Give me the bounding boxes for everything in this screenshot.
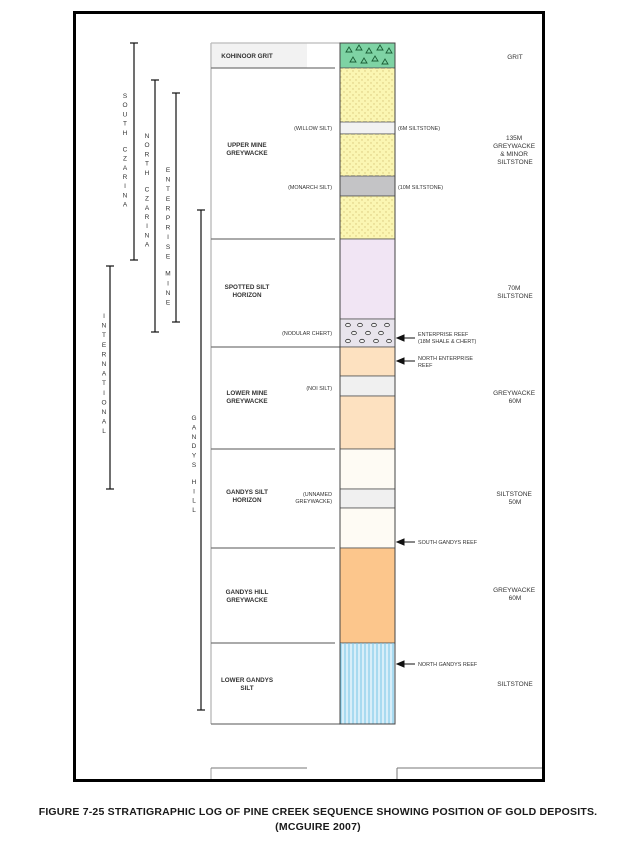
lower-gandys-lines — [340, 643, 395, 724]
mine-name-letter: N — [101, 361, 107, 368]
reef-label-north-enterprise-2: REEF — [418, 363, 433, 369]
figure-caption-line2: (MCGUIRE 2007) — [275, 821, 361, 833]
chert-nodule — [385, 323, 390, 326]
dot-overlay — [340, 134, 395, 176]
mine-name-letter: R — [122, 173, 128, 181]
mine-name-letter: R — [144, 151, 150, 159]
layer-lower-mine-greywacke-2 — [340, 396, 395, 449]
chert-nodule — [387, 339, 392, 342]
desc-line: SILTSTONE — [496, 491, 532, 498]
mine-name-letter: N — [101, 322, 107, 330]
dot-overlay — [340, 196, 395, 239]
desc-line: GREYWACKE — [493, 390, 536, 397]
mine-name-letter: O — [144, 142, 150, 150]
figure-caption-line1: FIGURE 7-25 STRATIGRAPHIC LOG OF PINE CREEK SEQUENCE SHOWING POSITION OF GOLD DEPOSITS. — [38, 806, 598, 818]
label-10m-siltstone: (10M SILTSTONE) — [398, 185, 444, 191]
mine-name-letter: L — [102, 428, 106, 436]
layer-spotted-silt — [340, 239, 395, 319]
chert-nodule — [360, 339, 365, 342]
mine-name-international — [101, 313, 106, 435]
chert-nodule — [379, 331, 384, 334]
unit-label-gandys-hill-greywacke — [226, 589, 269, 604]
mine-name-south-czarina — [122, 93, 127, 209]
unit-label-line: UPPER MINE — [227, 142, 267, 149]
unit-label-line: GANDYS HILL — [225, 589, 269, 596]
mine-name-letter: O — [122, 102, 128, 110]
mine-name-letter: S — [191, 462, 197, 469]
desc-line: 60M — [508, 595, 522, 602]
unit-label-line: HORIZON — [232, 292, 262, 299]
stratigraphic-log-diagram — [76, 14, 542, 779]
unit-label-lower-mine-greywacke — [226, 390, 267, 405]
mine-name-letter: C — [122, 146, 128, 154]
mine-name-letter: N — [122, 192, 128, 200]
mine-name-letter: E — [165, 195, 171, 203]
reef-label-north-enterprise-1: NORTH ENTERPRISE — [418, 356, 474, 362]
desc-line: 70M — [507, 285, 521, 292]
mine-name-letter: A — [122, 164, 128, 172]
mine-name-letter: P — [165, 215, 171, 222]
mine-name-letter: A — [191, 424, 197, 432]
reef-label-north-gandys: NORTH GANDYS REEF — [418, 662, 478, 668]
layer-gandys-hill-greywacke — [340, 548, 395, 643]
desc-line: 60M — [508, 398, 522, 405]
mine-name-letter: S — [122, 93, 128, 100]
mine-name-letter: I — [124, 183, 126, 191]
unit-label-line: GREYWACKE — [226, 597, 268, 604]
unit-panel — [211, 43, 340, 724]
chert-nodule — [346, 323, 351, 326]
mine-name-letter: I — [146, 223, 148, 231]
mine-name-letter: A — [144, 204, 150, 212]
mine-name-letter: G — [191, 415, 197, 422]
layer-gandys-silt-2 — [340, 508, 395, 548]
unit-label-line: GREYWACKE — [226, 150, 268, 157]
label-6m-siltstone: (6M SILTSTONE) — [398, 126, 441, 132]
mine-name-letter: I — [103, 313, 105, 320]
strat-column — [340, 43, 395, 724]
figure-frame — [73, 11, 545, 782]
mine-name-letter: A — [144, 241, 150, 249]
desc-line: SILTSTONE — [497, 293, 533, 300]
mine-name-letter: E — [101, 341, 107, 349]
bottom-stub — [211, 768, 542, 779]
label-monarch-silt: (MONARCH SILT) — [288, 185, 332, 191]
mine-name-letter: N — [191, 433, 197, 441]
dot-overlay — [340, 68, 395, 122]
mine-name-letter: R — [165, 224, 171, 232]
mine-name-letter: O — [101, 399, 107, 407]
mine-name-letter: Z — [123, 155, 127, 163]
chert-nodule — [372, 323, 377, 326]
mine-name-letter: H — [122, 129, 128, 137]
desc-line: 135M — [505, 135, 523, 142]
desc-line: SILTSTONE — [497, 159, 533, 166]
mine-name-letter: A — [101, 370, 107, 378]
chert-nodule — [366, 331, 371, 334]
layer-lower-mine-greywacke-1 — [340, 347, 395, 376]
desc-line: GREYWACKE — [493, 143, 536, 150]
chert-nodule — [346, 339, 351, 342]
desc-grit: GRIT — [507, 54, 523, 61]
unit-label-line: LOWER MINE — [226, 390, 268, 397]
chert-nodule — [358, 323, 363, 326]
layer-gandys-silt-1 — [340, 449, 395, 489]
layer-willow-silt — [340, 122, 395, 134]
reef-label-enterprise-1: ENTERPRISE REEF — [418, 332, 469, 338]
mine-name-letter: S — [165, 243, 171, 251]
chert-nodule — [374, 339, 379, 342]
mine-names — [101, 93, 196, 514]
unit-label-line: LOWER GANDYS — [220, 677, 274, 684]
mine-name-letter: E — [165, 167, 171, 174]
mine-name-letter: T — [166, 186, 170, 194]
desc-lower-gandys: SILTSTONE — [497, 681, 533, 688]
mine-name-enterprise-mine — [165, 167, 171, 306]
mine-name-letter: N — [165, 176, 171, 184]
mine-name-letter: T — [102, 332, 106, 340]
reef-label-south-gandys: SOUTH GANDYS REEF — [418, 540, 478, 546]
mine-name-letter: L — [192, 507, 196, 515]
mine-range-bars — [106, 43, 205, 710]
mine-name-letter: N — [165, 289, 171, 297]
mine-name-letter: A — [101, 418, 107, 426]
mine-name-letter: U — [122, 111, 128, 119]
mine-name-letter: I — [193, 488, 195, 496]
mine-name-letter: Y — [191, 452, 197, 460]
reef-label-enterprise-2: (18M SHALE & CHERT) — [418, 339, 477, 345]
layer-monarch-silt — [340, 176, 395, 196]
layer-noi-silt — [340, 376, 395, 396]
label-willow-silt: (WILLOW SILT) — [294, 126, 332, 132]
mine-name-north-czarina — [144, 133, 149, 249]
mine-name-letter: R — [101, 351, 107, 359]
mine-name-letter: H — [191, 478, 197, 486]
mine-name-letter: T — [145, 160, 149, 168]
mine-name-letter: E — [165, 253, 171, 261]
unit-label-line: HORIZON — [232, 497, 262, 504]
label-unnamed-line2: GREYWACKE) — [295, 499, 332, 505]
mine-name-letter: R — [165, 205, 171, 213]
mine-name-letter: L — [192, 497, 196, 505]
mine-name-letter: H — [144, 169, 150, 177]
unit-label-line: SPOTTED SILT — [224, 284, 270, 291]
mine-name-letter: N — [101, 409, 107, 416]
label-noi-silt: (NOI SILT) — [306, 386, 332, 392]
mine-name-letter: Z — [145, 195, 149, 203]
mine-name-letter: A — [122, 201, 128, 209]
mine-name-letter: I — [167, 280, 169, 288]
desc-line: & MINOR — [500, 151, 528, 158]
unit-label-line: GANDYS SILT — [226, 489, 268, 496]
mine-name-letter: C — [144, 186, 150, 194]
mine-name-letter: T — [102, 380, 106, 388]
mine-name-letter: T — [123, 120, 127, 128]
mine-name-letter: R — [144, 213, 150, 221]
mine-name-letter: I — [103, 389, 105, 397]
label-unnamed-line1: (UNNAMED — [302, 492, 332, 498]
mine-name-gandys-hill — [191, 415, 196, 514]
mine-name-letter: M — [165, 270, 171, 278]
layer-unnamed-greywacke — [340, 489, 395, 508]
label-nodular-chert: (NODULAR CHERT) — [282, 331, 332, 337]
desc-line: 50M — [508, 499, 522, 506]
mine-name-letter: N — [144, 232, 150, 240]
desc-line: GREYWACKE — [493, 587, 536, 594]
mine-name-letter: D — [191, 443, 197, 451]
mine-name-letter: I — [167, 234, 169, 242]
chert-nodule — [352, 331, 357, 334]
mine-name-letter: N — [144, 133, 150, 140]
mine-name-letter: E — [165, 299, 171, 307]
unit-label-upper-mine-greywacke — [226, 142, 267, 157]
unit-label-line: GREYWACKE — [226, 398, 268, 405]
unit-label-kohinoor-grit: KOHINOOR GRIT — [221, 53, 273, 60]
unit-label-line: SILT — [240, 685, 254, 692]
